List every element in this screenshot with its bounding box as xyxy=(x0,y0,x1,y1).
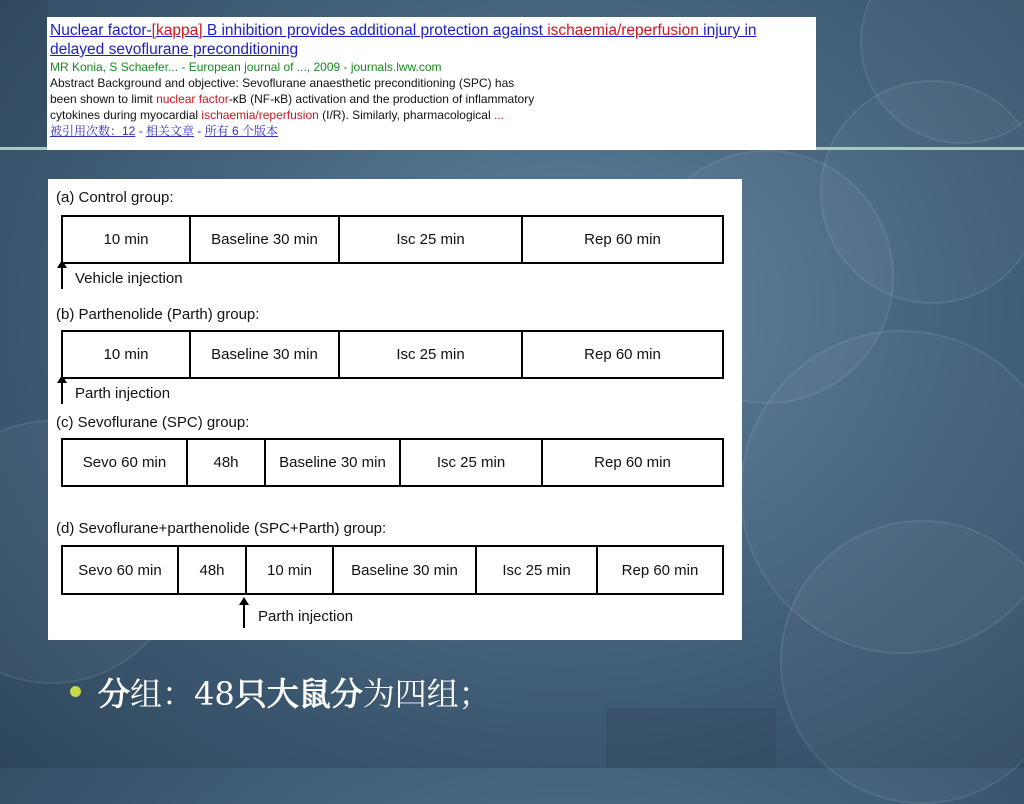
all-versions-link[interactable]: 所有 6 个版本 xyxy=(204,124,279,138)
abstract-text: -κB (NF-κB) activation and the production of inflammatory xyxy=(228,92,535,106)
cited-by-link[interactable]: 被引用次数：12 xyxy=(50,124,136,138)
abstract-highlight: nuclear factor xyxy=(156,92,229,106)
timeline-segment: Isc 25 min xyxy=(340,332,523,377)
timeline-segment: Sevo 60 min xyxy=(63,440,188,485)
timeline-segment: Isc 25 min xyxy=(401,440,543,485)
injection-label: Parth injection xyxy=(258,608,354,625)
abstract-text: (I/R). Similarly, pharmacological xyxy=(318,108,494,122)
timeline-segment: Rep 60 min xyxy=(584,346,661,363)
timeline-segment: Isc 25 min xyxy=(477,547,598,593)
citation-title-link[interactable] xyxy=(50,21,813,40)
background-block xyxy=(0,0,48,147)
bullet-plain-text: 为四组； xyxy=(362,675,491,713)
citation-title-text: B inhibition provides additional protection against xyxy=(202,22,548,39)
timeline-segment: Baseline 30 min xyxy=(191,332,340,377)
citation-links xyxy=(50,123,813,139)
protocol-diagram xyxy=(48,179,742,640)
abstract-highlight: ischaemia/reperfusion xyxy=(201,108,319,122)
timeline-segment: 10 min xyxy=(247,547,334,593)
timeline-segment: Baseline 30 min xyxy=(266,440,401,485)
group-a-label: (a) Control group: xyxy=(56,189,174,206)
injection-label: Parth injection xyxy=(75,385,171,402)
link-separator: - xyxy=(194,124,205,138)
bullet-plain-text: 组：48 xyxy=(130,675,235,713)
group-c-label: (c) Sevoflurane (SPC) group: xyxy=(56,414,250,431)
citation-title-text: injury in xyxy=(698,22,757,39)
timeline-segment: Baseline 30 min xyxy=(334,547,477,593)
citation-title-highlight: ischaemia/reperfusion xyxy=(547,22,699,39)
group-b-timeline xyxy=(61,330,724,379)
group-a-timeline xyxy=(61,215,724,264)
link-separator: - xyxy=(135,124,147,138)
group-c-timeline xyxy=(61,438,724,487)
abstract-text: cytokines during myocardial xyxy=(50,108,202,122)
citation-authors: MR Konia, S Schaefer... - European journal of ..., 2009 - journals.lww.com xyxy=(50,60,442,74)
citation-title-text: Nuclear factor- xyxy=(50,22,152,39)
timeline-segment: 48h xyxy=(188,440,266,485)
citation-title-link-line2[interactable] xyxy=(50,40,813,59)
timeline-segment: Baseline 30 min xyxy=(191,217,340,262)
bullet-text xyxy=(98,669,491,715)
bullet-bold-text: 分 xyxy=(98,675,131,713)
scholar-citation xyxy=(47,17,816,150)
timeline-segment: Rep 60 min xyxy=(621,561,699,579)
timeline-segment: Rep 60 min xyxy=(594,454,671,471)
up-arrow-icon xyxy=(61,267,63,289)
timeline-segment: 10 min xyxy=(63,217,191,262)
timeline-segment: 10 min xyxy=(63,332,191,377)
citation-abstract-line xyxy=(50,91,813,107)
citation-abstract-line xyxy=(50,107,813,123)
group-d-timeline xyxy=(61,545,724,595)
timeline-segment: Sevo 60 min xyxy=(63,547,179,593)
bullet-bold-text: 只大鼠分 xyxy=(234,675,363,713)
citation-abstract-line: Abstract Background and objective: Sevoflurane anaesthetic preconditioning (SPC) has xyxy=(50,76,515,90)
citation-title-text: delayed sevoflurane preconditioning xyxy=(50,41,299,58)
timeline-segment: 48h xyxy=(179,547,247,593)
group-d-label: (d) Sevoflurane+parthenolide (SPC+Parth) group: xyxy=(56,520,387,537)
background-block xyxy=(606,708,776,768)
timeline-segment: Rep 60 min xyxy=(584,231,661,248)
up-arrow-icon xyxy=(243,604,245,628)
injection-label: Vehicle injection xyxy=(75,270,183,287)
group-b-label: (b) Parthenolide (Parth) group: xyxy=(56,306,260,323)
abstract-ellipsis: ... xyxy=(493,108,504,122)
related-articles-link[interactable]: 相关文章 xyxy=(146,124,195,138)
citation-title-highlight: [kappa] xyxy=(151,22,203,39)
timeline-segment: Isc 25 min xyxy=(340,217,523,262)
abstract-text: been shown to limit xyxy=(50,92,157,106)
up-arrow-icon xyxy=(61,382,63,404)
bullet-dot-icon xyxy=(70,686,81,697)
